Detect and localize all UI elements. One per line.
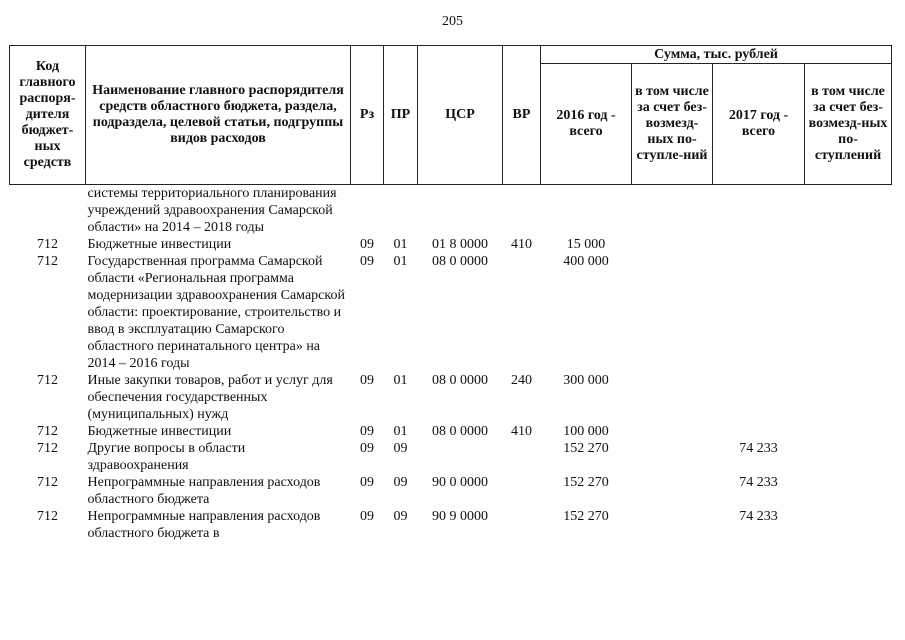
cell-rz: 09 (360, 509, 374, 524)
cell-rz: 09 (360, 475, 374, 490)
budget-table (9, 45, 892, 542)
table-row (10, 423, 892, 440)
table-row (10, 372, 892, 423)
cell-rz (351, 185, 384, 237)
cell-total-2017 (713, 372, 805, 423)
header-csr: ЦСР (418, 46, 503, 185)
table-row (10, 440, 892, 474)
table-row (10, 474, 892, 508)
cell-pr: 01 (393, 254, 408, 269)
cell-pr (384, 185, 418, 237)
cell-free-2016 (632, 508, 713, 542)
cell-code: 712 (37, 424, 58, 439)
cell-vr (503, 508, 541, 542)
cell-vr: 410 (511, 237, 532, 252)
cell-csr: 08 0 0000 (432, 373, 488, 388)
cell-csr: 08 0 0000 (432, 254, 488, 269)
cell-pr: 09 (393, 509, 408, 524)
cell-csr: 01 8 0000 (432, 237, 488, 252)
cell-total-2016: 15 000 (566, 237, 606, 252)
cell-free-2016 (632, 372, 713, 423)
cell-total-2017 (713, 185, 805, 237)
header-sum-group: Сумма, тыс. рублей (541, 46, 892, 64)
cell-rz: 09 (360, 441, 374, 456)
header-code: Код главного распоря-дителя бюджет-ных средств (10, 46, 86, 185)
cell-free-2016 (632, 474, 713, 508)
header-free-2016: в том числе за счет без-возмезд-ных по-ступле-ний (632, 64, 713, 185)
page-number: 205 (442, 14, 463, 29)
cell-code: 712 (37, 509, 58, 524)
cell-code: 712 (37, 254, 58, 269)
cell-total-2016: 152 270 (563, 509, 609, 524)
header-free-2017: в том числе за счет без-возмезд-ных по-ступлений (805, 64, 892, 185)
cell-name: Бюджетные инвестиции (87, 424, 232, 439)
cell-rz: 09 (360, 373, 374, 388)
cell-total-2017: 74 233 (739, 441, 778, 456)
header-vr: ВР (503, 46, 541, 185)
cell-name: Непрограммные направления расходов областного бюджета (87, 475, 321, 507)
cell-total-2017: 74 233 (739, 475, 778, 490)
cell-free-2016 (632, 185, 713, 237)
cell-code: 712 (37, 475, 58, 490)
header-total-2016: 2016 год - всего (541, 64, 632, 185)
header-rz: Рз (351, 46, 384, 185)
cell-code: 712 (37, 441, 58, 456)
cell-csr: 90 0 0000 (432, 475, 488, 490)
cell-name: Другие вопросы в области здравоохранения (87, 441, 246, 473)
cell-total-2016: 300 000 (563, 373, 609, 388)
cell-vr: 240 (511, 373, 532, 388)
cell-free-2017 (805, 185, 892, 237)
cell-free-2017 (805, 423, 892, 440)
header-total-2017: 2017 год - всего (713, 64, 805, 185)
cell-total-2017: 74 233 (739, 509, 778, 524)
cell-csr: 90 9 0000 (432, 509, 488, 524)
cell-pr: 09 (393, 441, 408, 456)
table-body (10, 185, 892, 543)
table-row (10, 508, 892, 542)
cell-total-2016: 400 000 (563, 254, 609, 269)
cell-free-2016 (632, 440, 713, 474)
table-row (10, 236, 892, 253)
cell-vr (503, 474, 541, 508)
cell-csr: 08 0 0000 (432, 424, 488, 439)
cell-total-2017 (713, 253, 805, 372)
cell-name: Государственная программа Самарской области «Региональная программа модернизации здравоохранения Самарской области: проектирование, строительство и ввод в эксплуатацию Самарского областного перинатального центра» на 2014 – 2016 годы (87, 254, 345, 371)
cell-rz: 09 (360, 254, 374, 269)
cell-vr: 410 (511, 424, 532, 439)
cell-total-2016: 152 270 (563, 441, 609, 456)
cell-free-2016 (632, 236, 713, 253)
cell-pr: 01 (393, 424, 408, 439)
cell-csr (418, 440, 503, 474)
cell-total-2016: 152 270 (563, 475, 609, 490)
cell-vr (503, 440, 541, 474)
cell-name: Бюджетные инвестиции (87, 237, 232, 252)
cell-total-2017 (713, 423, 805, 440)
cell-free-2017 (805, 508, 892, 542)
cell-free-2017 (805, 372, 892, 423)
cell-pr: 01 (393, 237, 408, 252)
cell-vr (503, 253, 541, 372)
cell-free-2016 (632, 423, 713, 440)
cell-code: 712 (37, 237, 58, 252)
cell-total-2016: 100 000 (563, 424, 609, 439)
cell-vr (503, 185, 541, 237)
cell-free-2017 (805, 236, 892, 253)
table-row (10, 253, 892, 372)
cell-total-2017 (713, 236, 805, 253)
cell-free-2017 (805, 253, 892, 372)
cell-code (10, 185, 86, 237)
cell-name: системы территориального планирования учреждений здравоохранения Самарской области» на 2014 – 2018 годы (87, 186, 337, 235)
cell-free-2016 (632, 253, 713, 372)
table-header (10, 46, 892, 185)
cell-total-2016 (541, 185, 632, 237)
cell-rz: 09 (360, 237, 374, 252)
cell-rz: 09 (360, 424, 374, 439)
header-name: Наименование главного распорядителя средств областного бюджета, раздела, подраздела, целевой статьи, подгруппы видов расходов (86, 46, 351, 185)
cell-pr: 01 (393, 373, 408, 388)
cell-pr: 09 (393, 475, 408, 490)
cell-code: 712 (37, 373, 58, 388)
header-pr: ПР (384, 46, 418, 185)
cell-csr (418, 185, 503, 237)
cell-name: Иные закупки товаров, работ и услуг для обеспечения государственных (муниципальных) нужд (87, 373, 333, 422)
cell-free-2017 (805, 440, 892, 474)
cell-free-2017 (805, 474, 892, 508)
table-row (10, 185, 892, 237)
cell-name: Непрограммные направления расходов областного бюджета в (87, 509, 321, 541)
